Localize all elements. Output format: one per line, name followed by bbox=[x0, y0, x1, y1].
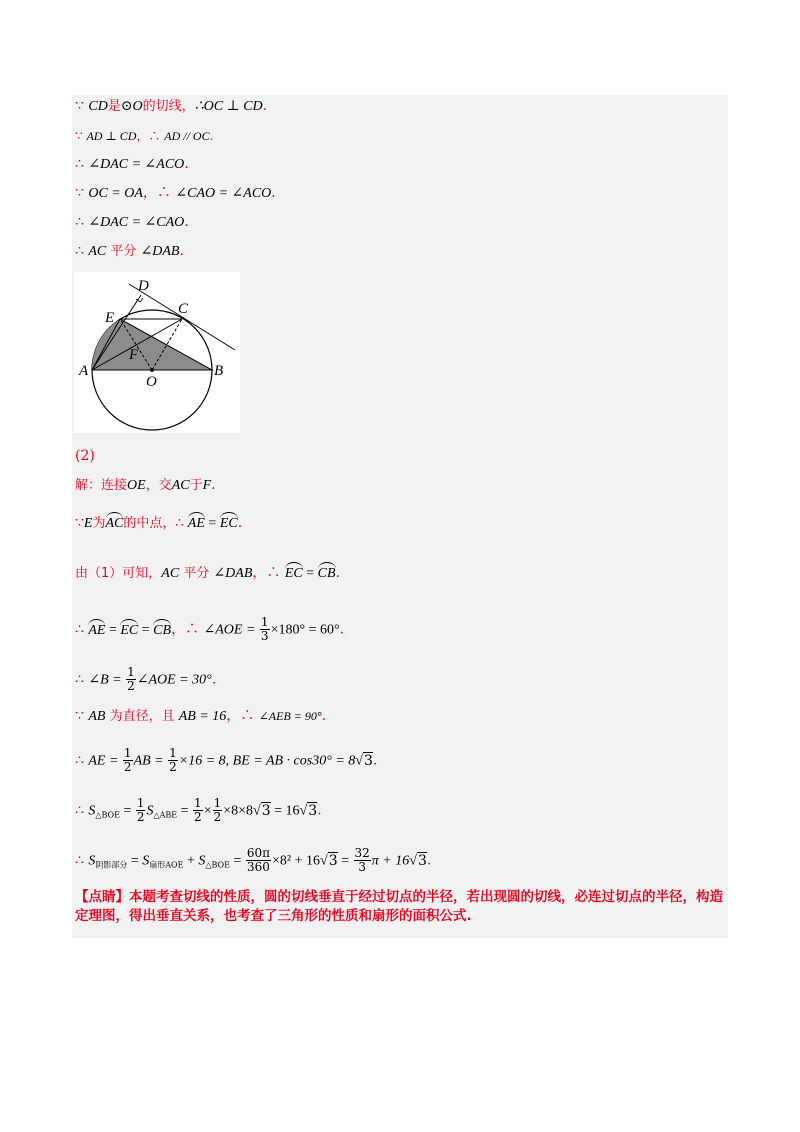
fraction: $\frac{32}{3}$ bbox=[354, 846, 370, 874]
label-b: B bbox=[214, 363, 224, 379]
label-c: C bbox=[178, 301, 189, 317]
fraction: $\frac{1}{2}$ bbox=[127, 665, 135, 693]
label-o: O bbox=[146, 374, 157, 390]
fraction: $\frac{60\pi}{360}$ bbox=[246, 846, 270, 874]
part2-step-6: ∵ AB 为直径，且 AB = 16，∴ ∠AEB = 90°. bbox=[75, 708, 327, 724]
fraction: $\frac{1}{2}$ bbox=[136, 796, 145, 824]
part2-step-9: ∴ $S_{阴影部分} = S_{扇形AOE} + S_{\triangle BOE}$ = $\frac{60\pi}{360}$ ×8² + 16√3 = $\frac{32}{3}$ π + 16√3. bbox=[75, 846, 432, 874]
geometry-figure bbox=[74, 272, 240, 433]
label-d: D bbox=[138, 278, 149, 294]
part2-step-5: ∴ ∠B = $\frac{1}{2}$ ∠AOE = 30°. bbox=[75, 665, 217, 693]
part2-step-1: 解：连接OE，交AC于F. bbox=[75, 477, 216, 493]
fraction: $\frac{1}{2}$ bbox=[123, 746, 132, 774]
comment-note: 【点睛】本题考查切线的性质，圆的切线垂直于经过切点的半径，若出现圆的切线，必连过切点的半径，构造定理图，得出垂直关系，也考查了三角形的性质和扇形的面积公式. bbox=[75, 889, 723, 924]
part2-step-7: ∴ AE = $\frac{1}{2}$ AB = $\frac{1}{2}$ ×16 = 8, BE = AB · cos30° = 8√3. bbox=[75, 746, 378, 774]
part2-step-8: ∴ $S_{\triangle BOE}$ = $\frac{1}{2}$ $S_{\triangle ABE}$ = $\frac{1}{2}$ × $\frac{1}{2}$ ×8×8√3 = 16√3. bbox=[75, 796, 322, 824]
proof-line-5: ∴ ∠DAC = ∠CAO. bbox=[75, 214, 189, 230]
proof-line-3: ∴ ∠DAC = ∠ACO. bbox=[75, 156, 189, 172]
part2-step-3: 由（1）可知，AC 平分 ∠DAB，∴ EC = CB. bbox=[75, 565, 340, 581]
fraction: $\frac{1}{2}$ bbox=[169, 746, 177, 774]
fraction: $\frac{1}{3}$ bbox=[260, 615, 269, 643]
center-point bbox=[150, 368, 154, 372]
proof-line-4: ∵ OC = OA，∴ ∠CAO = ∠ACO. bbox=[75, 185, 276, 201]
circle-diagram bbox=[74, 272, 240, 433]
label-f: F bbox=[129, 347, 139, 363]
proof-line-6: ∴ AC 平分 ∠DAB. bbox=[75, 243, 184, 259]
part2-step-4: ∴ AE = EC = CB，∴ ∠AOE = $\frac{1}{3}$ ×180° = 60°. bbox=[75, 615, 345, 643]
label-e: E bbox=[105, 310, 115, 326]
proof-line-1: ∵ CD是⊙O的切线，∴OC ⊥ CD. bbox=[75, 98, 268, 114]
fraction: $\frac{1}{2}$ bbox=[213, 796, 222, 824]
part2-label: (2) bbox=[75, 448, 95, 464]
label-a: A bbox=[79, 363, 89, 379]
fraction: $\frac{1}{2}$ bbox=[194, 796, 202, 824]
proof-line-2: ∵ AD ⊥ CD，∴ AD // OC. bbox=[75, 129, 214, 143]
part2-step-2: ∵E为AC的中点，∴ AE = EC. bbox=[75, 515, 243, 531]
